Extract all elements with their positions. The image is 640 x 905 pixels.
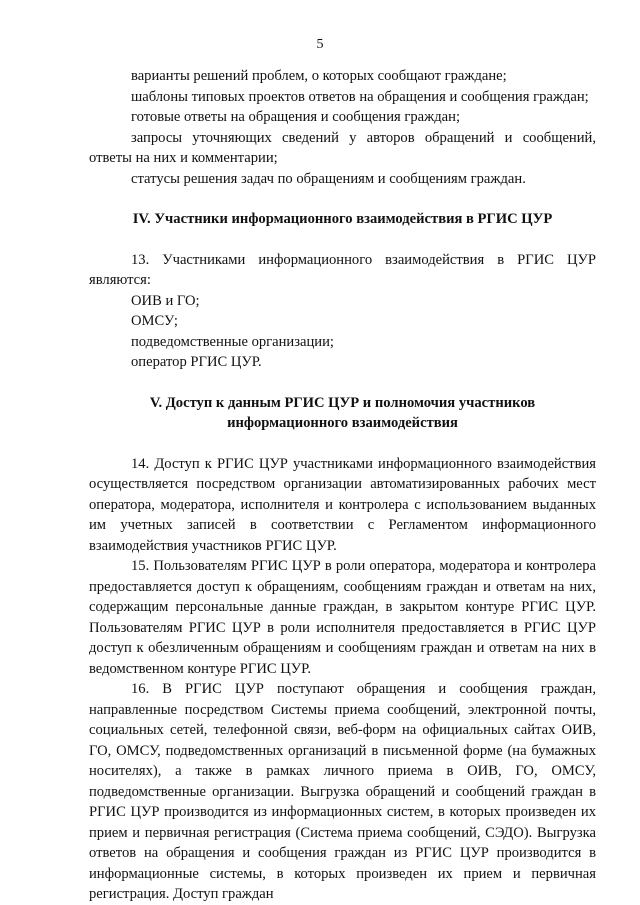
list-item: шаблоны типовых проектов ответов на обращения и сообщения граждан; (131, 88, 589, 105)
section-heading-5-line1: V. Доступ к данным РГИС ЦУР и полномочия участников (149, 394, 536, 411)
section-heading-4: IV. Участники информационного взаимодействия в РГИС ЦУР (132, 211, 553, 227)
paragraph-14: 14. Доступ к РГИС ЦУР участниками информационного взаимодействия осуществляется посредством организации автоматизированных рабочих мест оператора, модератора, исполнителя и контролера с использованием выданных им учетных записей в соответствии с Регламентом информационного взаимодействия участников РГИС ЦУР. (89, 455, 596, 554)
list-item: ОМСУ; (131, 313, 178, 329)
list-item: ОИВ и ГО; (131, 292, 200, 309)
list-item: варианты решений проблем, о которых сообщают граждане; (131, 68, 507, 84)
section-heading-5-line2: информационного взаимодействия (227, 415, 458, 431)
page-content (89, 66, 596, 905)
list-item: оператор РГИС ЦУР. (131, 354, 262, 370)
spacer (89, 373, 596, 393)
paragraph-16: 16. В РГИС ЦУР поступают обращения и сообщения граждан, направленные посредством Системы приема сообщений, электронной почты, социальных сетей, телефонной связи, веб-форм на официальных сайтах ОИВ, ГО, ОМСУ, подведомственных организаций в письменной форме (на бумажных носителях), а также в рамках личного приема в ОИВ, ГО, ОМСУ, подведомственные организации. Выгрузка обращений и сообщений граждан в РГИС ЦУР производится из информационных систем, в которых произведен их прием и первичная регистрация (Система приема сообщений, СЭДО). Выгрузка ответов на обращения и сообщения граждан из РГИС ЦУР производится в информационные системы, в которых произведен их прием и первичная регистрация. Доступ граждан (89, 681, 596, 902)
list-item: статусы решения задач по обращениям и сообщениям граждан. (131, 170, 526, 187)
list-item: подведомственные организации; (131, 333, 334, 350)
spacer (89, 189, 596, 209)
paragraph-13: 13. Участниками информационного взаимодействия в РГИС ЦУР являются: (89, 251, 596, 288)
paragraph-15: 15. Пользователям РГИС ЦУР в роли оператора, модератора и контролера предоставляется доступ к обращениям, сообщениям граждан и ответам на них, содержащим персональные данные граждан, в закрытом контуре РГИС ЦУР. Пользователям РГИС ЦУР в роли исполнителя предоставляется в РГИС ЦУР доступ к обезличенным обращениям и сообщениям граждан и ответам на них в ведомственном контуре РГИС ЦУР. (89, 558, 596, 677)
list-item: готовые ответы на обращения и сообщения граждан; (131, 109, 461, 125)
spacer (89, 230, 596, 250)
list-item: запросы уточняющих сведений у авторов обращений и сообщений, ответы на них и комментарии; (89, 129, 596, 166)
spacer (89, 434, 596, 454)
page-number: 5 (316, 37, 324, 52)
